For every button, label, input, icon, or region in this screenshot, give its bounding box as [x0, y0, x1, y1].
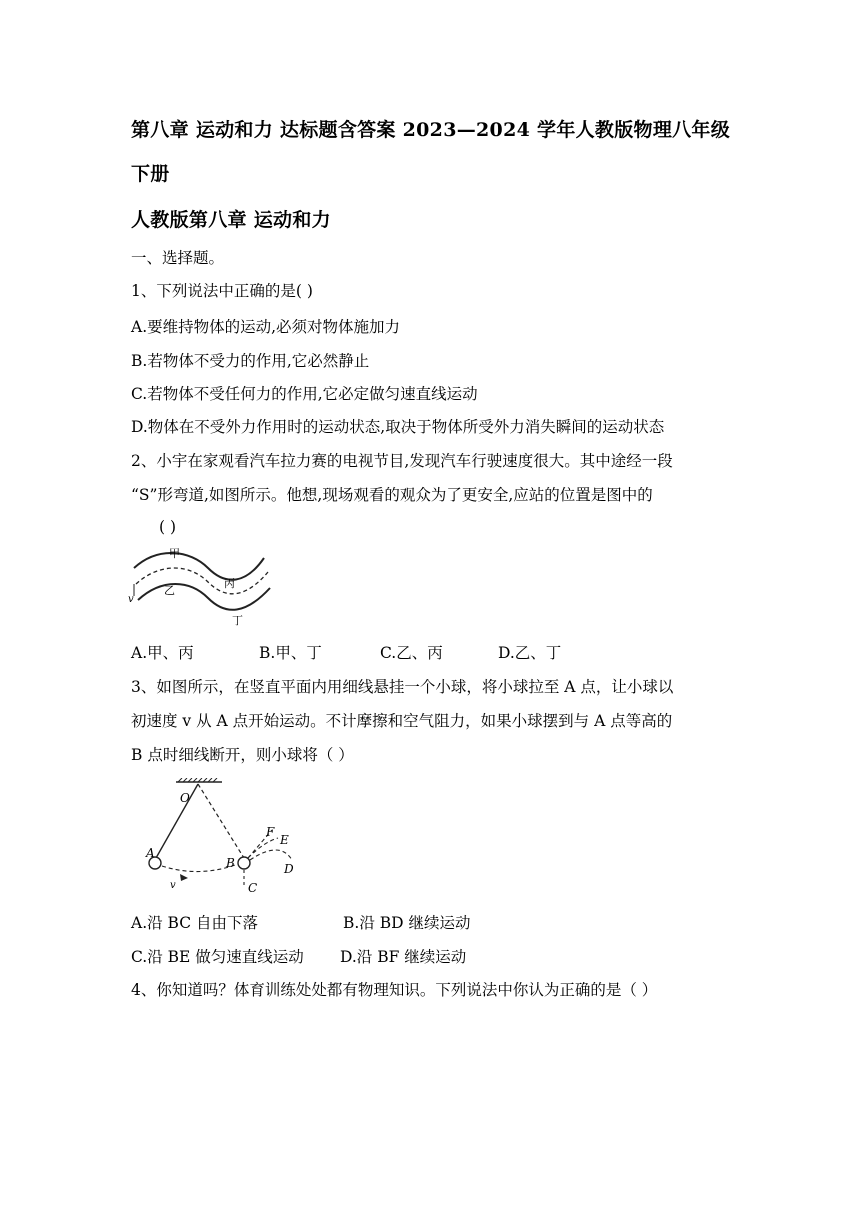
- question-3-option-d: D.沿 BF 继续运动: [340, 948, 467, 966]
- section-heading: 一、选择题。: [131, 249, 225, 267]
- document-title-line2: 下册: [131, 163, 170, 185]
- question-2-option-c: C.乙、丙: [380, 644, 443, 662]
- label-o: O: [180, 791, 190, 805]
- pendulum-figure: [140, 778, 310, 896]
- label-f: F: [266, 825, 275, 839]
- label-c: C: [248, 881, 258, 895]
- question-3-option-c: C.沿 BE 做匀速直线运动: [131, 948, 304, 966]
- label-bing: 丙: [224, 577, 235, 590]
- question-4-stem: 4、你知道吗？体育训练处处都有物理知识。下列说法中你认为正确的是（ ）: [131, 981, 658, 999]
- question-3-stem-line3: B 点时细线断开，则小球将（ ）: [131, 746, 354, 764]
- label-v: v: [128, 594, 134, 605]
- question-1-option-a: A.要维持物体的运动,必须对物体施加力: [131, 318, 401, 336]
- question-2-option-a: A.甲、丙: [131, 644, 194, 662]
- chapter-heading: 人教版第八章 运动和力: [131, 209, 331, 231]
- question-2-option-b: B.甲、丁: [259, 644, 322, 662]
- s-curve-road-figure: [128, 544, 274, 630]
- label-ding: 丁: [232, 614, 243, 627]
- question-3-option-a: A.沿 BC 自由下落: [131, 914, 259, 932]
- question-1-option-b: B.若物体不受力的作用,它必然静止: [131, 352, 370, 370]
- label-d: D: [284, 862, 294, 876]
- question-3-option-b: B.沿 BD 继续运动: [343, 914, 471, 932]
- document-title-line1: 第八章 运动和力 达标题含答案 2023—2024 学年人教版物理八年级: [131, 119, 731, 141]
- label-yi: 乙: [164, 584, 175, 597]
- question-1-option-d: D.物体在不受外力作用时的运动状态,取决于物体所受外力消失瞬间的运动状态: [131, 418, 665, 436]
- question-3-stem-line2: 初速度 v 从 A 点开始运动。不计摩擦和空气阻力，如果小球摆到与 A 点等高的: [131, 712, 673, 730]
- label-e: E: [280, 833, 289, 847]
- question-2-option-d: D.乙、丁: [498, 644, 562, 662]
- question-2-stem-line1: 2、小宇在家观看汽车拉力赛的电视节目,发现汽车行驶速度很大。其中途经一段: [131, 452, 673, 470]
- question-2-answer-bracket: ( ): [159, 518, 177, 536]
- label-jia: 甲: [169, 547, 180, 560]
- label-b: B: [226, 856, 235, 870]
- question-3-stem-line1: 3、如图所示，在竖直平面内用细线悬挂一个小球，将小球拉至 A 点，让小球以: [131, 678, 674, 696]
- label-v: v: [170, 880, 176, 891]
- label-a: A: [146, 846, 155, 860]
- question-1-stem: 1、下列说法中正确的是( ): [131, 282, 313, 300]
- question-2-stem-line2: “S”形弯道,如图所示。他想,现场观看的观众为了更安全,应站的位置是图中的: [131, 486, 653, 504]
- question-1-option-c: C.若物体不受任何力的作用,它必定做匀速直线运动: [131, 385, 478, 403]
